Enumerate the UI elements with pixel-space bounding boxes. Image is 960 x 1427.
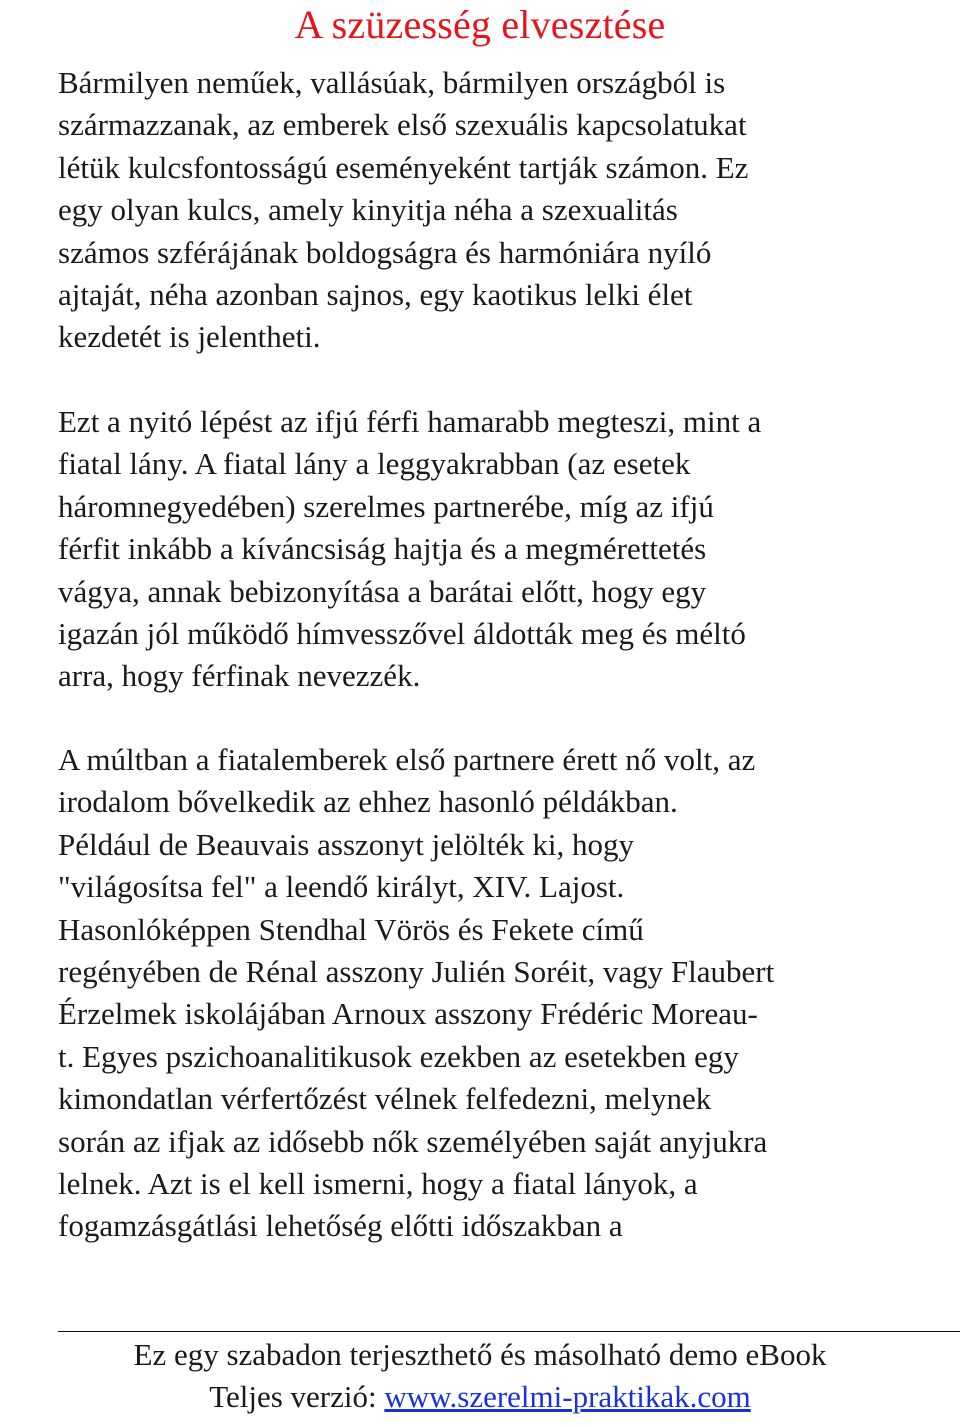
text-line: származzanak, az emberek első szexuális kapcsolatukat [58, 107, 747, 143]
text-line: irodalom bővelkedik az ehhez hasonló példákban. [58, 784, 678, 820]
text-line: fogamzásgátlási lehetőség előtti időszakban a [58, 1208, 623, 1244]
text-line: létük kulcsfontosságú eseményeként tartják számon. Ez [58, 149, 749, 185]
text-line: lelnek. Azt is el kell ismerni, hogy a fiatal lányok, a [58, 1166, 698, 1202]
text-line: számos szférájának boldogságra és harmóniára nyíló [58, 234, 712, 270]
text-line: ajtaját, néha azonban sajnos, egy kaotikus lelki élet [58, 277, 693, 313]
text-line: "világosítsa fel" a leendő királyt, XIV. Lajost. [58, 869, 625, 905]
paragraph-3 [58, 739, 918, 1248]
text-line: háromnegyedében) szerelmes partnerébe, míg az ifjú [58, 488, 714, 524]
text-line: Érzelmek iskolájában Arnoux asszony Frédéric Moreau- [58, 996, 758, 1032]
text-line: Bármilyen neműek, vallásúak, bármilyen országból is [58, 65, 726, 100]
footer-divider [58, 1331, 960, 1332]
text-line: Hasonlóképpen Stendhal Vörös és Fekete című [58, 911, 644, 947]
footer-full-version [0, 1376, 960, 1418]
text-line: során az ifjak az idősebb nők személyében saját anyjukra [58, 1123, 768, 1159]
text-line: A múltban a fiatalemberek első partnere érett nő volt, az [58, 742, 756, 777]
page-title: A szüzesség elvesztése [294, 2, 666, 47]
paragraph-1 [58, 62, 918, 359]
text-line: kezdetét is jelentheti. [58, 319, 321, 355]
text-line: regényében de Rénal asszony Julién Soréit, vagy Flaubert [58, 954, 775, 990]
text-line: igazán jól működő hímvesszővel áldották meg és méltó [58, 616, 746, 652]
text-line: férfit inkább a kíváncsiság hajtja és a megmérettetés [58, 531, 707, 567]
text-line: egy olyan kulcs, amely kinyitja néha a szexualitás [58, 192, 678, 228]
footer-full-version-label: Teljes verzió: [209, 1379, 385, 1414]
paragraph-2 [58, 401, 918, 698]
website-link[interactable]: www.szerelmi-praktikak.com [384, 1379, 751, 1414]
text-line: arra, hogy férfinak nevezzék. [58, 658, 421, 694]
text-line: fiatal lány. A fiatal lány a leggyakrabban (az esetek [58, 446, 691, 482]
text-line: t. Egyes pszichoanalitikusok ezekben az esetekben egy [58, 1038, 739, 1074]
text-line: Ezt a nyitó lépést az ifjú férfi hamarabb megteszi, mint a [58, 404, 762, 439]
text-line: kimondatlan vérfertőzést vélnek felfedezni, melynek [58, 1081, 712, 1117]
footer-notice: Ez egy szabadon terjeszthető és másolható demo eBook [133, 1337, 827, 1372]
text-line: Például de Beauvais asszonyt jelölték ki, hogy [58, 826, 634, 862]
text-line: vágya, annak bebizonyítása a barátai előtt, hogy egy [58, 573, 707, 609]
